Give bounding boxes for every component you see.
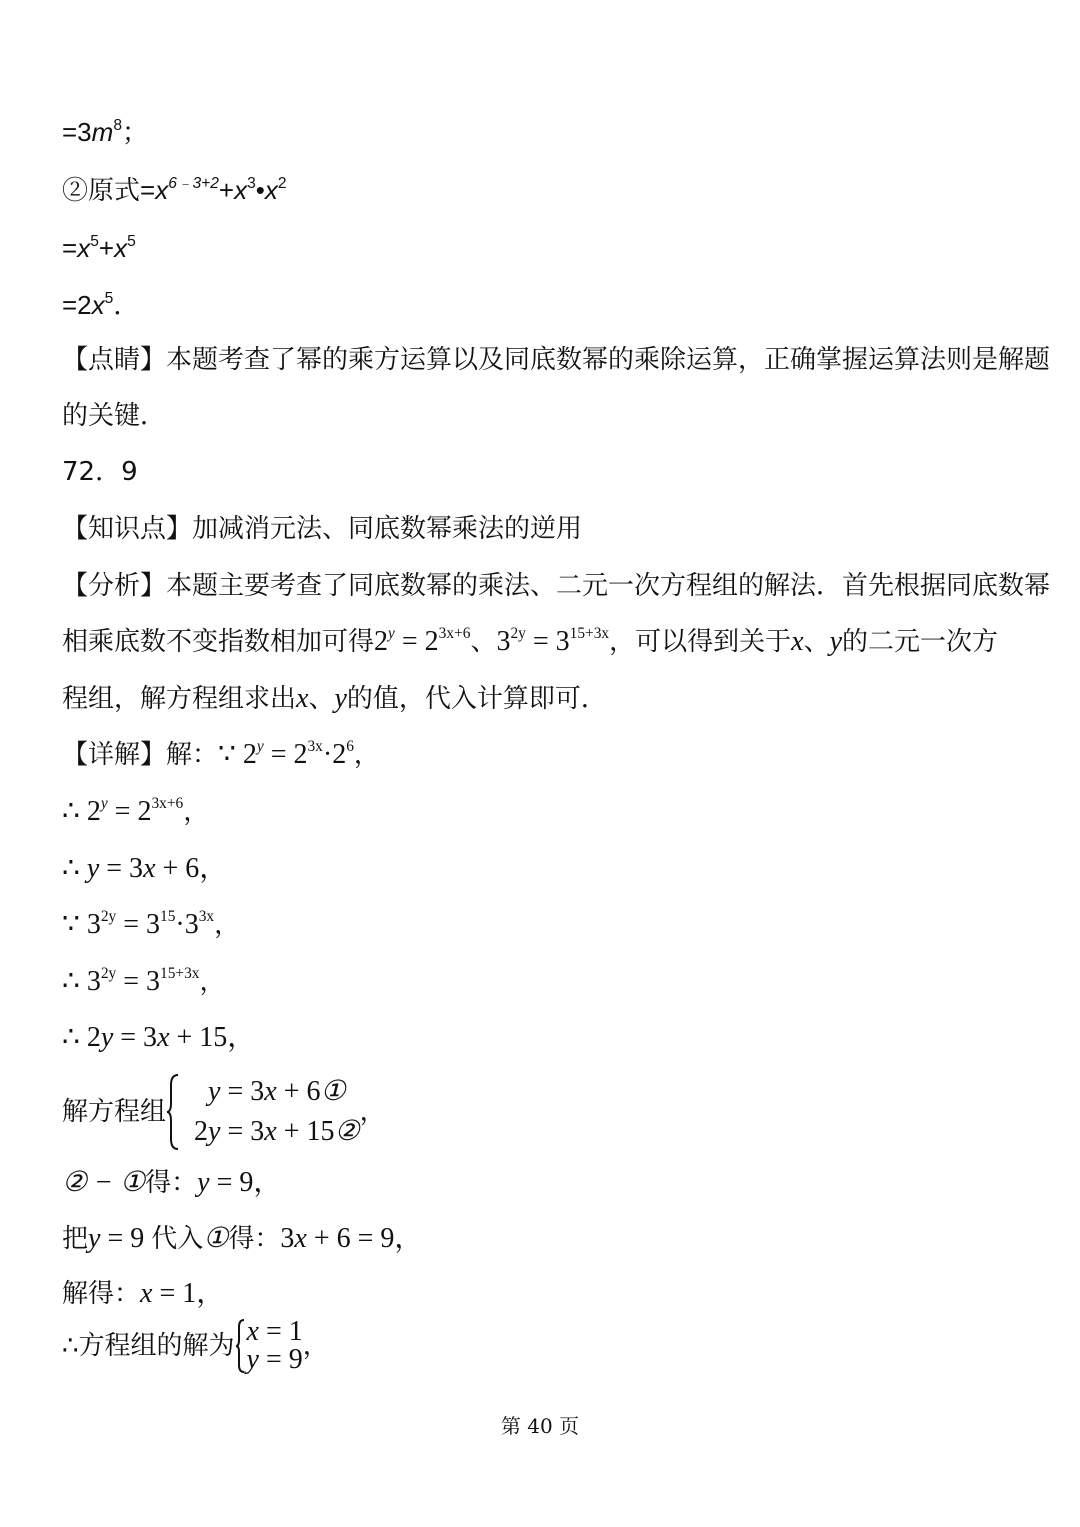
text: + 6 [276,1076,321,1107]
exponent: 2y [100,907,117,925]
text: 得： [228,1224,281,1254]
exponent: 3 [247,175,256,193]
variable: x [294,1223,307,1254]
text: 的二元一次方 [842,627,999,657]
subtraction-line [62,1166,281,1200]
text: 得： [145,1168,198,1198]
tag: ② [334,1116,360,1147]
text: = 9， [209,1167,282,1198]
text: = 3 [99,853,144,884]
exponent: y [100,794,108,812]
text: ∴ [62,853,87,884]
exponent: 2 [277,175,287,193]
detail-line-6 [62,1021,255,1055]
analysis-line-3 [62,682,607,716]
variable: x [296,683,309,714]
variable: x [91,290,105,320]
text: 3 [496,626,511,657]
variable: y [86,853,100,884]
equation-1 [194,1072,360,1112]
exponent: 8 [113,117,123,135]
exponent: 15+3x [569,624,610,642]
text: = 2 [394,626,439,657]
variable: y [829,626,843,657]
variable: x [246,1316,259,1347]
variable: x [143,853,156,884]
knowledge-point: 【知识点】加减消元法、同底数幂乘法的逆用 [62,514,583,544]
text: = 3 [220,1116,265,1147]
text: + 15， [169,1022,256,1053]
text: ∵ 3 [62,909,101,940]
dianjing-line-2: 的关键． [62,401,167,431]
exponent: 3x [307,737,323,755]
equation-line [62,288,139,327]
final-y [247,1346,303,1374]
exponent: 3x+6 [151,794,184,812]
text: ∴ 3 [62,966,101,997]
analysis-line-2 [62,625,998,663]
variable: x [140,1278,153,1309]
text: 【详解】解： [62,740,219,770]
text: ， [302,1331,329,1361]
equation-list [194,1072,360,1152]
detail-line-3 [62,852,227,886]
tag: ② − ① [62,1167,146,1198]
text: 2 [374,626,389,657]
exponent: y [388,624,395,642]
text: 的值，代入计算即可． [346,684,607,714]
text: ． [113,290,140,320]
variable: y [334,683,347,714]
detail-line-5 [62,965,226,1003]
variable: x [264,175,278,205]
math [374,626,470,657]
equation-line [62,231,136,270]
text: ， [214,910,241,940]
text: = 1， [152,1278,225,1309]
analysis-line-1: 【分析】本题主要考查了同底数幂的乘法、二元一次方程组的解法．首先根据同底数幂 [62,571,1051,601]
detail-line-4 [62,908,240,946]
text: 把 [62,1224,89,1254]
text: ∴ 2 [62,1022,101,1053]
variable: y [88,1223,101,1254]
variable: y [100,1022,114,1053]
exponent: 15+3x [160,964,200,982]
text: ，可以得到关于 [609,627,792,657]
text: 、 [470,627,497,657]
brace-icon [235,1318,245,1374]
text: = 3 [220,1076,265,1107]
exponent: 6 [346,737,354,755]
variable: x [234,175,248,205]
detail-line-2 [62,795,209,833]
variable: x [264,1116,277,1147]
variable: x [114,233,128,263]
variable: y [208,1076,221,1107]
exponent: 2y [510,624,526,642]
text: ∴ 2 [62,796,101,827]
exponent: 5 [104,290,114,308]
question-number: 72．9 [62,457,138,487]
solution-line [62,1277,224,1311]
text: 代入 [151,1224,204,1254]
text: 、 [803,627,830,657]
text: = 1 [258,1316,303,1347]
variable: y [246,1344,259,1375]
tag: ① [203,1223,229,1254]
text: = 2 [107,796,152,827]
variable: y [208,1116,221,1147]
text: 解得： [62,1279,141,1309]
text: 解方程组 [62,1097,167,1127]
variable: x [157,1022,170,1053]
dianjing-line-1: 【点睛】本题考查了幂的乘方运算以及同底数幂的乘除运算，正确掌握运算法则是解题 [62,345,1051,375]
tag: ① [320,1076,346,1107]
operator: • [255,175,265,205]
text: = 3 [113,1022,158,1053]
text: 、 [308,684,335,714]
detail-line-1 [62,738,380,776]
text: =2 [62,290,92,320]
text: ②原式= [62,175,156,205]
operator: + [98,233,115,263]
exponent: 3x+6 [438,624,471,642]
variable: x [155,175,169,205]
text: = 3 [116,966,161,997]
exponent: 5 [90,233,99,251]
math [496,626,609,657]
variable: x [77,233,91,263]
math [62,966,199,997]
text: ∴方程组的解为 [62,1331,235,1361]
equation-line [62,115,148,154]
text: = 3 [525,626,570,657]
exponent: 5 [127,233,136,251]
variable: m [91,117,114,147]
variable: y [197,1167,210,1198]
equation-2 [194,1112,360,1152]
variable: x [264,1076,277,1107]
text: ， [199,967,226,997]
text: + 6， [155,853,228,884]
text: ； [122,117,149,147]
text: = [62,233,78,263]
math [62,1022,255,1053]
page-number: 第 40 页 [500,1414,580,1438]
text: = 9 [258,1344,303,1375]
text: 相乘底数不变指数相加可得 [62,627,375,657]
math [62,853,227,884]
brace-icon [166,1073,180,1151]
substitution-line [62,1222,422,1256]
text: + 15 [276,1116,335,1147]
equation-system [62,1072,386,1152]
text: ·3 [175,909,199,940]
text: ， [183,797,210,827]
exponent: 15 [160,907,176,925]
text: = 9 [100,1223,152,1254]
text: = 3 [116,909,161,940]
math [62,909,214,940]
operator: + [218,175,235,205]
exponent: 2y [100,964,117,982]
exponent: 3x [198,907,215,925]
text: 程组，解方程组求出 [62,684,297,714]
math [218,739,354,770]
text: ， [359,1097,386,1127]
text: + 6 = 9， [306,1223,423,1254]
variable: x [791,626,804,657]
exponent: y [256,737,264,755]
text: ·2 [322,739,347,770]
text: =3 [62,117,92,147]
equation-line [62,173,287,212]
text: ， [353,740,380,770]
exponent: 6﹣3+2 [168,175,219,193]
text: = 2 [263,739,308,770]
math [62,796,183,827]
text: 2 [194,1116,209,1147]
final-values [247,1318,303,1374]
final-solution [62,1318,329,1374]
text: 3 [280,1223,295,1254]
text: ∵ 2 [218,739,257,770]
final-x [247,1318,303,1346]
